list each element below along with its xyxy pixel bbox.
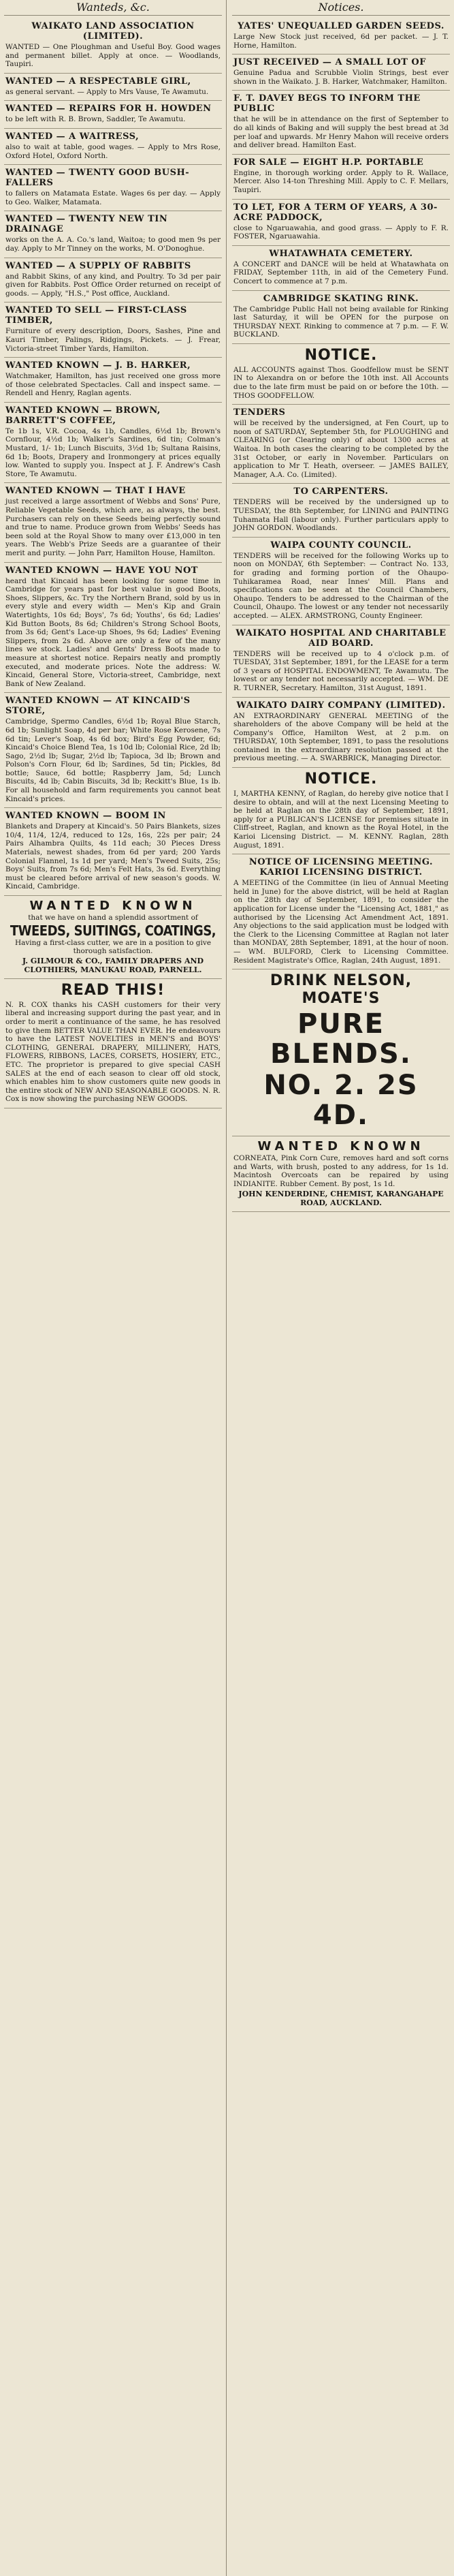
ad-heading: TO LET, FOR A TERM OF YEARS, A 30-ACRE PADDOCK, [233,202,438,223]
ad-davey-baker [232,91,450,154]
ad-kincaid-blankets [4,808,222,896]
ad-hospital-board [232,625,450,698]
ad-licensing-meeting [232,854,450,969]
ad-text: A CONCERT and DANCE will be held at Whatawhata on FRIDAY, September 11th, in aid of the Cemetery Fund. Concert to commence at 7 p.m. [233,260,449,285]
ad-text: Cambridge, Spermo Candles, 6½d 1b; Royal Blue Starch, 6d 1b; Sunlight Soap, 4d per bar; White Rose Kerosene, 7s 6d tin; Lever's Soap, 4s 6d box; Bird's Egg Powder, 6d; Kincaid's Choice Blend Tea, 1s 10d lb; Colonial Rice, 2d lb; Sago, 2½d lb; Sugar, 2½d lb; Tapioca, 3d lb; Brown and Polson's Corn Flour, 6d lb; Sardines, 5d tin; Pickles, 8d bottle; Sauce, 6d bottle; Raspberry Jam, 5d; Lunch Biscuits, 4d lb; Cabin Biscuits, 3d lb; Reckitt's Blue, 1s lb. For all household and farm requirements you cannot beat Kincaid's prices. [5,717,221,803]
ad-text: as general servant. — Apply to Mrs Vause, Te Awamutu. [5,87,209,96]
ad-webbs-seeds [4,483,222,562]
ad-text: Watchmaker, Hamilton, has just received one gross more of those celebrated Spectacles. Call and inspect same. — Rendell and Henry, Raglan agents. [5,372,221,398]
column-header-notices: Notices. [232,0,450,16]
ad-signature: J. GILMOUR & CO., FAMILY DRAPERS AND CLOTHIERS, MANUKAU ROAD, PARNELL. [22,956,204,974]
ad-heading: YATES' UNEQUALLED GARDEN SEEDS. [238,21,444,31]
ad-text: A MEETING of the Committee (in lieu of Annual Meeting held in June) for the above district, will be held at Raglan on the 28th day of September, 1891, to consider the application for License under the "Licensing Act, 1881," as authorised by the Licensing Act Amendment Act, 1891. Any objections to the said application must be lodged with the Clerk to the Licensing Committee at Raglan not later than MONDAY, 28th September, 1891, at the hour of noon. — WM. BULFORD, Clerk to Licensing Committee. Resident Magistrate's Office, Raglan, 24th August, 1891. [233,879,449,965]
ad-heading: WANTED KNOWN — THAT I HAVE [5,486,186,497]
ad-heading: WAIKATO DAIRY COMPANY (LIMITED). [236,700,446,711]
ad-text: Having a first-class cutter, we are in a position to give thorough satisfaction. [14,938,212,956]
ad-notice-accounts [232,344,450,405]
ad-text: close to Ngaruawahia, and good grass. — Apply to F. R. FOSTER, Ngaruawahia. [233,223,449,241]
ad-carpenters [232,484,450,537]
ad-text: TENDERS will be received up to 4 o'clock p.m. of TUESDAY, 31st September, 1891, for the LEASE for a term of 3 years of HOSPITAL ENDOWMENT, Te Awamutu. The lowest or any tender not necessarily accepted. — WM. DE R. TURNER, Secretary. Hamilton, 31st August, 1891. [233,649,449,692]
ad-text: Te 1b 1s, V.R. Cocoa, 4s 1b, Candles, 6½d 1b; Brown's Cornflour, 4½d 1b; Walker's Sardines, 6d tin; Colman's Mustard, 1/- 1b; Lunch Biscuits, 3½d 1b; Sultana Raisins, 6d 1b; Boots, Drapery and Ironmongery at prices equally low. Wanted to supply you. Inspect at J. F. Andrew's Cash Store, Te Awamutu. [5,426,221,478]
ad-kincaid-store [4,693,222,808]
ad-heading: WANTED — TWENTY NEW TIN DRAINAGE [5,214,168,235]
ad-text: The Cambridge Public Hall not being available for Rinking last Saturday, it will be OPEN for the purpose on THURSDAY NEXT. Rinking to commence at 7 p.m. — F. W. BUCKLAND. [233,305,449,339]
tweeds-banner: TWEEDS, SUITINGS, COATINGS, [10,922,216,939]
ad-dairy-company [232,698,450,769]
ad-text: to fallers on Matamata Estate. Wages 6s per day. — Apply to Geo. Walker, Matamata. [5,189,221,206]
ad-heading: WANTED — TWENTY GOOD BUSH-FALLERS [5,168,190,189]
ad-heading: WHATAWHATA CEMETERY. [269,248,413,259]
ad-heading: WANTED KNOWN — HAVE YOU NOT [5,565,198,576]
ad-nelson-moate [232,969,450,1136]
ad-text: Genuine Padua and Scrubble Violin Strings, best ever shown in the Waikato. J. B. Harker, Watchmaker, Hamilton. [233,69,449,86]
ad-heading: FOR SALE — EIGHT H.P. PORTABLE [233,157,424,168]
ad-text: Blankets and Drapery at Kincaid's. 50 Pairs Blankets, sizes 10/4, 11/4, 12/4, reduced to 12s, 16s, 22s per pair; 24 Pairs Alhambra Quilts, 4s 11d each; 30 Pieces Dress Materials, newest shades, from 6d per yard; 200 Yards Colonial Flannel, 1s 1d per yard; Men's Tweed Suits, 25s; Boys' Suits, from 7s 6d; Men's Felt Hats, 3s 6d. Everything must be cleared before arrival of new season's goods. W. Kincaid, Cambridge. [5,822,221,891]
ad-kincaid-boots [4,563,222,694]
ad-timber [4,302,222,358]
ad-heading: NOTICE. [304,771,378,788]
ad-engine-sale [232,155,450,200]
ad-text: Engine, in thorough working order. Apply to R. Wallace, Mercer. Also 14-ton Threshing Mill. Apply to C. F. Mellars, Taupiri. [233,168,449,194]
ad-heading: WANTED KNOWN — BROWN, BARRETT'S COFFEE, [5,405,161,426]
ad-heading: TO CARPENTERS. [293,486,389,497]
ad-text: that we have on hand a splendid assortment of [28,914,198,922]
ad-paddock [232,200,450,246]
ad-text: ALL ACCOUNTS against Thos. Goodfellow must be SENT IN to Alexandra on or before the 10th inst. All Accounts due to the late firm must be paid on or before the 10th. — THOS GOODFELLOW. [233,365,449,400]
ad-heading: F. T. DAVEY BEGS TO INFORM THE PUBLIC [233,93,421,114]
ad-text: TENDERS will be received by the undersigned up to TUESDAY, the 8th September, for LINING and PAINTING Tuhamata Hall (labour only). Further particulars apply to JOHN GORDON. Woodlands. [233,498,449,533]
ad-gilmour [4,896,222,979]
ad-heading: WANTED — A SUPPLY OF RABBITS [5,260,191,271]
nelson-line-1: DRINK NELSON, MOATE'S [270,972,412,1008]
ad-text: Large New Stock just received, 6d per packet. — J. T. Horne, Hamilton. [233,33,449,50]
ad-text: Furniture of every description, Doors, Sashes, Pine and Kauri Timber, Palings, Ridgings, Pickets. — J. Frear, Victoria-street Timber Yards, Hamilton. [5,327,221,353]
ad-heading: READ THIS! [61,981,165,999]
ad-heading: NOTICE OF LICENSING MEETING. KARIOI LICENSING DISTRICT. [248,857,434,878]
ad-heading: NOTICE. [304,346,378,364]
ad-respectable-girl [4,74,222,102]
ad-andrews-store [4,403,222,484]
ad-text: CORNEATA, Pink Corn Cure, removes hard and soft corns and Warts, with brush, posted to any address, for 1s 1d. Macintosh Overcoats can be repaired by using INDIANITE. Rubber Cement. By post, 1s 1d. [233,1154,449,1188]
column-header-wanteds: Wanteds, &c. [4,0,222,16]
ad-waitress [4,129,222,165]
ad-bush-fallers [4,165,222,211]
ad-heading: WANTED KNOWN — AT KINCAID'S STORE, [5,696,191,717]
ad-read-this [4,979,222,1108]
ad-waikato-land [4,18,222,74]
ad-heading: WANTED KNOWN [29,899,197,913]
ad-text: and Rabbit Skins, of any kind, and Poultry. To 3d per pair given for Rabbits. Post Office Order returned on receipt of goods. — Apply, "H.S.," Post office, Auckland. [5,272,221,298]
ad-text: that he will be in attendance on the first of September to do all kinds of Baking and will supply the best bread at 3d per loaf and upwards. Mr Henry Mahon will receive orders and deliver bread. Hamilton East. [233,115,449,150]
ad-text: N. R. COX thanks his CASH customers for their very liberal and increasing support during the past year, and in order to merit a continuance of the same, he has resolved to give them BETTER VALUE THAN EVER. He endeavours to have the LATEST NOVELTIES in MEN'S and BOYS' CLOTHING, GENERAL DRAPERY, MILLINERY, HATS, FLOWERS, RIBBONS, LACES, CORSETS, HOSIERY, ETC., ETC. The proprietor is prepared to give special CASH SALES at the end of each season to clear off old stock, which enables him to show customers quite new goods in the entire stock of NEW AND SEASONABLE GOODS. N. R. Cox is now showing the purchasing NEW GOODS. [5,1000,221,1104]
ad-saddler [4,101,222,129]
ad-text: will be received by the undersigned, at Fen Court, up to noon of SATURDAY, September 5th, for PLOUGHING and CLEARING (or Clearing only) of about 1300 acres at Waitoa. In both cases the clearing to be completed by the 31st October, or early in November. Particulars on application to Mr T. Heath, overseer. — JAMES BAILEY, Manager, A.A. Co. (Limited). [233,419,449,479]
ad-yates-seeds [232,18,450,55]
ad-text: TENDERS will be received for the following Works up to noon on MONDAY, 6th September: — Contract No. 133, for grading and forming portion of the Ohaupo-Tuhikaramea Road, near Innes' Mill. Plans and specifications can be seen at the Council Chambers, Ohaupo. Tenders to be addressed to the Chairman of the Council, Ohaupo. The lowest or any tender not necessarily accepted. — ALEX. ARMSTRONG, County Engineer. [233,551,449,620]
ad-text: heard that Kincaid has been looking for some time in Cambridge for years past for best value in good Boots, Shoes, Slippers, &c. Try the Northern Brand, sold by us in every style and every width — Men's Kip and Grain Watertights, 10s 6d; Boys', 7s 6d; Youths', 6s 6d; Ladies' Kid Button Boots, 8s 6d; Children's Strong School Boots, from 3s 6d; Gent's Lace-up Shoes, 9s 6d; Ladies' Evening Slippers, from 2s 6d. Above are only a few of the many lines we stock. Ladies' and Gents' Dress Boots made to measure at shortest notice. Repairs neatly and promptly executed, and moderate prices. Note the address: W. Kincaid, General Store, Victoria-street, Cambridge, next Bank of New Zealand. [5,576,221,688]
ad-heading: WANTED KNOWN — J. B. HARKER, [5,360,191,371]
ad-tenders-ploughing [232,405,450,484]
ad-heading: WANTED — A WAITRESS, [5,131,140,142]
nelson-line-3: NO. 2. 2S 4D. [263,1070,419,1132]
ad-text: just received a large assortment of Webbs and Sons' Pure, Reliable Vegetable Seeds, which are, as always, the best. Purchasers can rely on these Seeds being perfectly sound and true to name. Produce grown from Webbs' Seeds has been sold at the Royal Show to many over £13,000 in ten years. The Webb's Prize Seeds are a guarantee of their merit and purity. — John Parr, Hamilton House, Hamilton. [5,497,221,557]
ad-text: to be left with R. B. Brown, Saddler, Te Awamutu. [5,115,186,124]
ad-text: AN EXTRAORDINARY GENERAL MEETING of the shareholders of the above Company will be held at the Company's Office, Hamilton West, at 2 p.m. on THURSDAY, 10th September, 1891, to pass the resolutions contained in the extraordinary resolution passed at the previous meeting. — A. SWARBRICK, Managing Director. [233,711,449,763]
ad-heading: WANTED — REPAIRS FOR H. HOWDEN [5,104,212,114]
ad-heading: WANTED TO SELL — FIRST-CLASS TIMBER, [5,305,187,326]
ad-heading: CAMBRIDGE SKATING RINK. [263,293,419,304]
ad-heading: WANTED KNOWN [257,1139,425,1154]
ad-harker [4,358,222,403]
nelson-line-2: PURE BLENDS. [270,1008,412,1070]
ad-text: I, MARTHA KENNY, of Raglan, do hereby give notice that I desire to obtain, and will at the next Licensing Meeting to be held at Raglan on the 28th day of September, 1891, apply for a PUBLICAN'S LICENSE for premises situate in Cliff-street, Raglan, and known as the Royal Hotel, in the Karioi Licensing District. — M. KENNY. Raglan, 28th August, 1891. [233,790,449,850]
ad-skating-rink [232,291,450,344]
ad-heading: TENDERS [233,407,286,418]
ad-text: WANTED — One Ploughman and Useful Boy. Good wages and permanent billet. Apply at once. — Woodlands, Taupiri. [5,43,221,69]
ad-rabbits [4,258,222,303]
ad-heading: WAIKATO HOSPITAL AND CHARITABLE AID BOARD. [236,627,447,649]
ad-corneata [232,1136,450,1211]
column-divider [226,0,227,2576]
left-column [4,0,222,2576]
ad-notice-kenny [232,768,450,854]
ad-heading: JUST RECEIVED — A SMALL LOT OF [233,57,426,68]
ad-text: works on the A. A. Co.'s land, Waitoa; to good men 9s per day. Apply to Mr Tinney on the works, M. O'Donoghue. [5,236,221,253]
right-column [232,0,450,2576]
ad-cemetery [232,246,450,291]
ad-signature: JOHN KENDERDINE, CHEMIST, KARANGAHAPE ROAD, AUCKLAND. [238,1189,444,1207]
ad-heading: WAIPA COUNTY COUNCIL. [270,540,412,550]
ad-waipa-council [232,538,450,625]
ad-heading: WANTED KNOWN — BOOM IN [5,811,166,822]
ad-drainage [4,211,222,258]
ad-heading: WAIKATO LAND ASSOCIATION (LIMITED). [31,21,195,42]
ad-text: also to wait at table, good wages. — Apply to Mrs Rose, Oxford Hotel, Oxford North. [5,142,221,160]
ad-violin-strings [232,55,450,91]
ad-heading: WANTED — A RESPECTABLE GIRL, [5,76,191,87]
